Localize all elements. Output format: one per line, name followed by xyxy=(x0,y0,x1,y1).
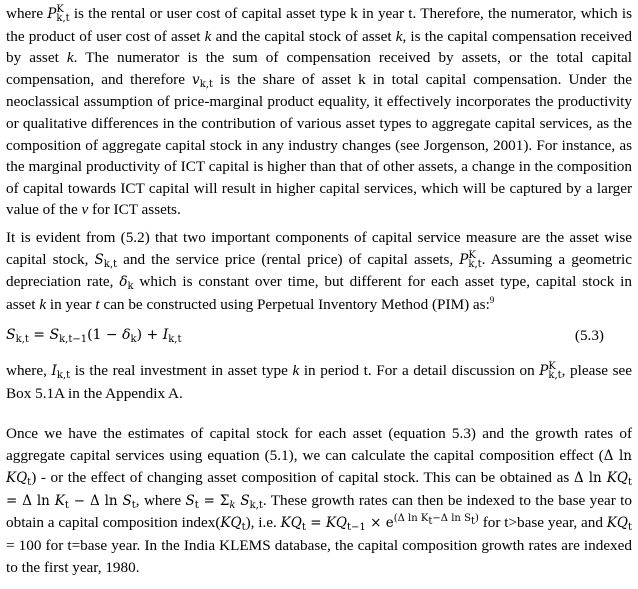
equation-number: (5.3) xyxy=(574,327,604,345)
paragraph-4: Once we have the estimates of capital stock for each asset (equation 5.3) and the growth rates of aggregate capital services using equation (5.1), we can calculate the capital composition effect (Δ $\ln KQ_t$) - or the effect of changing asset composition of capital stock. This can be obtained as Δ $\ln KQ_t = \Delta$ $\ln K_t - \Delta$ $\ln S_t$, where $S_t = \Sigma_k$ $S_{k,t}$. These growth rates can then be indexed to the base year to obtain a capital composition $index(KQ_t)$, i.e. $KQ_t = KQ_{t-1} \times e^{(\Delta ln K_t-\Delta ln S_t)}$ for t>base year, and $KQ_t = 100$ for t=base year. In the India KLEMS database, the capital composition growth rates are indexed to the first year, 1980. xyxy=(6,425,632,576)
equation-5-3 xyxy=(6,325,632,347)
paragraph-1: where P K k,t is the rental or user cost of capital asset type k in year t. Therefore, the numerator, which is the product of user cost of asset k and the capital stock of asset k, is the capital compensation received by asset k. The numerator is the sum of compensation received by assets, or the total capital compensation, and therefore $v_{k,t}$ is the share of asset k in total capital compensation. Under the neoclassical assumption of price-marginal product equality, it effectively incorporates the productivity or qualitative differences in the contribution of various asset types to aggregate capital services, as the composition of aggregate capital stock in any industry changes (see Jorgenson, 2001). For instance, as the marginal productivity of ICT capital is higher than that of other assets, a change in the composition of capital towards ICT capital will result in higher capital services, which will be captured by a larger value of the v for ICT assets. xyxy=(6,4,633,219)
paragraph-3: where, $I_{k,t}$ is the real investment in asset type k in period t. For a detail discussion on P K k,t , please see Box 5.1A in the Appendix A. xyxy=(6,360,632,402)
paragraph-2: It is evident from (5.2) that two important components of capital service measure are the asset wise capital stock, $S_{k,t}$ and the service price (rental price) of capital assets, P K k,t . Assuming a geometric depreciation rate, $\delta_k$ which is constant over time, but different for each asset type, capital stock in asset k in year t can be constructed using Perpetual Inventory Method (PIM) as:$^9$ xyxy=(6,228,632,313)
document-page xyxy=(6,0,632,578)
equation-body: $S_{k,t} = S_{k,t-1}(1 - \delta_k) + I_{k,t}$ xyxy=(6,327,182,346)
footnote-marker: 9 xyxy=(489,294,495,305)
